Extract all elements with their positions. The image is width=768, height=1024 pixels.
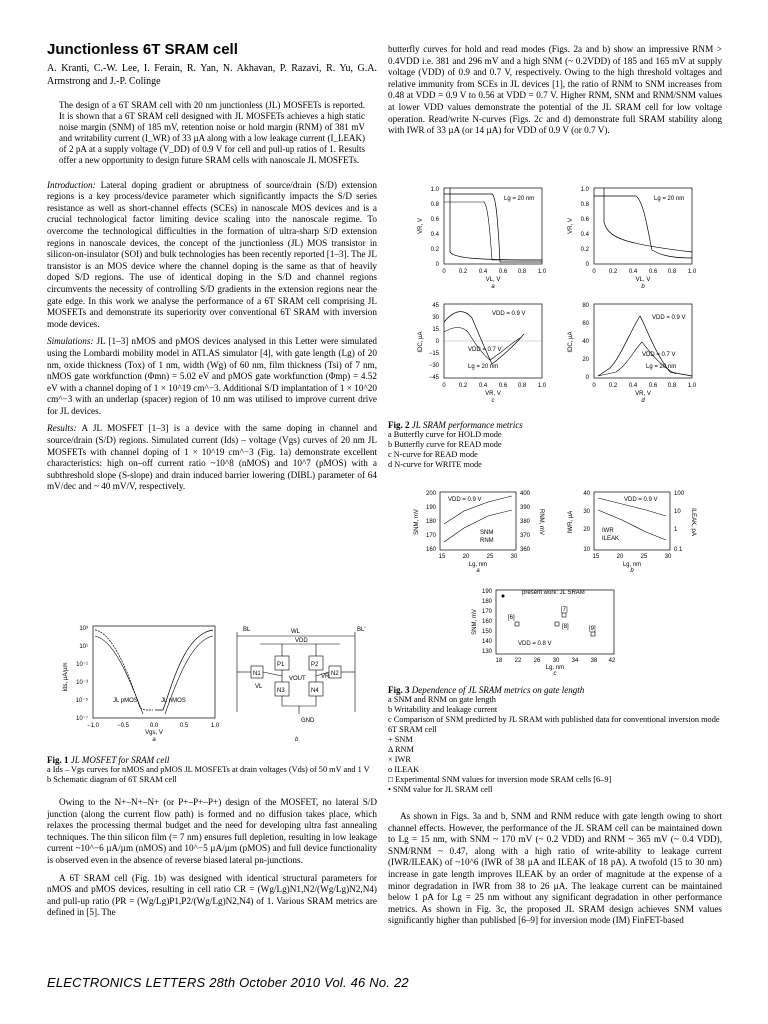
- fig2-caption-a: a Butterfly curve for HOLD mode: [388, 430, 502, 439]
- fig1b-schematic: [237, 627, 365, 742]
- svg-text:40: 40: [582, 339, 589, 345]
- fig1a-sublabel: a: [152, 737, 156, 742]
- svg-text:0.6: 0.6: [498, 383, 508, 389]
- svg-text:400: 400: [520, 491, 531, 497]
- fig1a-ytick: 10⁻¹: [76, 662, 88, 668]
- figure-3-graphics: [404, 486, 704, 676]
- fig2-caption-b: b Butterfly curve for READ mode: [388, 440, 502, 449]
- svg-text:30: 30: [552, 658, 560, 664]
- svg-text:0: 0: [585, 375, 589, 381]
- svg-text:SNM, mV: SNM, mV: [472, 609, 478, 635]
- fig2-caption-d: d N-curve for WRITE mode: [388, 460, 482, 469]
- svg-text:[8]: [8]: [562, 624, 569, 630]
- svg-text:0.2: 0.2: [608, 383, 618, 389]
- svg-text:10: 10: [674, 509, 681, 515]
- svg-text:0: 0: [435, 262, 439, 268]
- fig1a-xtick: 0.5: [179, 723, 189, 729]
- svg-text:180: 180: [425, 519, 436, 525]
- svg-text:VDD = 0.9 V: VDD = 0.9 V: [492, 311, 526, 317]
- svg-text:180: 180: [481, 599, 492, 605]
- svg-text:370: 370: [520, 533, 531, 539]
- svg-text:IDC, µA: IDC, µA: [568, 331, 574, 353]
- svg-text:1.0: 1.0: [430, 187, 439, 193]
- svg-text:160: 160: [425, 547, 436, 553]
- svg-text:0.4: 0.4: [628, 269, 638, 275]
- svg-text:d: d: [641, 398, 645, 404]
- authors: A. Kranti, C.-W. Lee, I. Ferain, R. Yan, N. Akhavan, P. Razavi, R. Yu, G.A. Armstrong and J.-P. Colinge: [47, 62, 377, 87]
- fig3a-plot: [414, 491, 544, 574]
- paragraph-owing: Owing to the N+–N+–N+ (or P+–P+–P+) design of the MOSFET, no lateral S/D junction (along the current flow path) is formed and no diffusion takes place, which relaxes the processing thermal budget and the need for developing ultra fast annealing techniques. The thin silicon film (= 7 nm) ensures full depletion, resulting in low leakage current ~10^−6 µA/µm (nMOS) and 10^−5 µA/µm (pMOS) and full device functionality is observed even in the absence of reverse biased lateral pn-junctions.: [47, 797, 377, 865]
- fig1-caption-b: b Schematic diagram of 6T SRAM cell: [47, 775, 177, 784]
- schem-vout-label: VOUT: [289, 676, 306, 682]
- svg-text:0: 0: [592, 269, 596, 275]
- svg-text:c: c: [491, 398, 495, 404]
- fig2c-plot: [418, 303, 547, 404]
- svg-text:20: 20: [616, 554, 624, 560]
- fig1a-legend-nmos: JL nMOS: [161, 698, 186, 704]
- svg-text:20: 20: [462, 554, 470, 560]
- svg-text:0.2: 0.2: [458, 269, 468, 275]
- svg-text:0: 0: [442, 383, 446, 389]
- svg-text:0: 0: [592, 383, 596, 389]
- schem-gnd-label: GND: [301, 718, 315, 724]
- svg-text:18: 18: [495, 658, 503, 664]
- schem-blbar-label: BL': [357, 627, 366, 633]
- svg-text:30: 30: [432, 315, 439, 321]
- svg-text:1.0: 1.0: [580, 187, 589, 193]
- svg-text:VDD = 0.9 V: VDD = 0.9 V: [448, 497, 482, 503]
- svg-text:0.8: 0.8: [430, 202, 439, 208]
- svg-text:ILEAK: ILEAK: [602, 536, 620, 542]
- svg-text:360: 360: [520, 547, 531, 553]
- svg-text:VR, V: VR, V: [485, 391, 501, 397]
- svg-text:170: 170: [425, 533, 436, 539]
- abstract: The design of a 6T SRAM cell with 20 nm junctionless (JL) MOSFETs is reported. It is shown that a 6T SRAM cell designed with JL MOSFETs achieves a high static noise margin (SNM) of 185 mV, retention noise or hold margin (RNM) of 381 mV and writability current (I_WR) of 33 µA along with a low leakage current (I_LEAK) of 2 pA at a supply voltage (V_DD) of 0.9 V for cell and pull-up ratios of 1. Results offer a new opportunity to design future SRAM cells with nanoscale JL MOSFETs.: [59, 99, 365, 165]
- svg-text:a: a: [491, 284, 495, 290]
- svg-text:100: 100: [674, 491, 685, 497]
- svg-text:VR, V: VR, V: [568, 218, 574, 234]
- svg-text:200: 200: [425, 491, 436, 497]
- paper-title: Junctionless 6T SRAM cell: [47, 41, 238, 58]
- fig3b-plot: [568, 491, 696, 574]
- svg-text:0.8: 0.8: [667, 383, 677, 389]
- fig1b-sublabel: b: [295, 737, 299, 742]
- svg-text:b: b: [630, 568, 634, 574]
- figure-3-caption: Fig. 3 Dependence of JL SRAM metrics on gate length a SNM and RNM on gate length b Writability and leakage current c Comparison of SNM predicted by JL SRAM with published data for conventional inversion mode 6T SRAM cell + SNM Δ RNM × IWR o ILEAK □ Experimental SNM values for inversion mode SRAM cells [6–9] • SNM value for JL SRAM cell: [388, 685, 720, 795]
- svg-text:22: 22: [514, 658, 522, 664]
- fig1a-ylabel: Ids, µA/µm: [63, 662, 69, 692]
- svg-text:IDC, µA: IDC, µA: [418, 331, 424, 353]
- svg-text:1.0: 1.0: [537, 383, 547, 389]
- svg-text:1: 1: [674, 527, 678, 533]
- results-paragraph: Results: A JL MOSFET [1–3] is a device with the same doping in channel and source/drain (S/D) regions. Simulated current (Ids) – voltage (Vgs) curves of 20 nm JL MOSFETs with channel doping of 1 × 10^19 cm^−3 (Fig. 1a) demonstrate excellent characteristics: high on–off current ratio ~10^8 (nMOS) and 10^7 (pMOS) with a subthreshold slope (S-slope) and drain induced barrier lowering (DIBL) parameter of 64 mV/dec and ~ 40 mV/V, respectively.: [47, 423, 377, 492]
- fig1a-legend-pmos: JL pMOS: [113, 698, 138, 704]
- svg-text:0.2: 0.2: [458, 383, 468, 389]
- svg-text:Lg, nm: Lg, nm: [622, 562, 642, 568]
- svg-text:25: 25: [486, 554, 494, 560]
- svg-text:40: 40: [583, 491, 590, 497]
- svg-text:0: 0: [435, 339, 439, 345]
- schem-vdd-label: VDD: [295, 638, 308, 644]
- svg-text:Lg = 20 nm: Lg = 20 nm: [504, 196, 535, 202]
- paragraph-6t-design: A 6T SRAM cell (Fig. 1b) was designed with identical structural parameters for nMOS and pMOS devices, resulting in cell ratio CR = (Wg/Lg)N1,N2/(Wg/Lg)N2,N4) and pull-up ratio (PR = (Wg/Lg)P1,P2/(Wg/Lg)N2,N4) of 1. Various SRAM metrics are defined in [5]. The: [47, 872, 377, 918]
- journal-footer: ELECTRONICS LETTERS 28th October 2010 Vol. 46 No. 22: [47, 975, 409, 990]
- svg-text:0.4: 0.4: [478, 269, 488, 275]
- svg-text:0.2: 0.2: [608, 269, 618, 275]
- svg-text:0.6: 0.6: [580, 217, 589, 223]
- svg-text:0.6: 0.6: [430, 217, 439, 223]
- schem-p1-label: P1: [277, 662, 285, 668]
- svg-text:VDD = 0.7 V: VDD = 0.7 V: [642, 352, 676, 358]
- paragraph-butterfly: butterfly curves for hold and read modes (Figs. 2a and b) show an impressive RNM > 0.4VDD i.e. 381 and 296 mV and a high SNM (~ 0.2VDD) of 185 and 165 mV at supply voltage (VDD) of 0.9 and 0.7 V, respectively. Owing to the high threshold voltages and relative immunity from SCEs in JL devices [1], the ratio of RNM to SNM increases from 0.48 at VDD = 0.9 V to 0.56 at VDD = 0.7 V. Higher RNM, SNM and RNM/SNM values at lower VDD values demonstrate the potential of the JL SRAM cell for low voltage operation. Read/write N-curves (Figs. 2c and d) demonstrate full SRAM stability along with IWR of 33 µA (or 14 µA) for VDD of 0.9 V (or 0.7 V).: [388, 44, 722, 136]
- svg-text:b: b: [641, 284, 645, 290]
- figure-1: [55, 622, 375, 742]
- svg-text:0.1: 0.1: [674, 547, 683, 553]
- svg-text:20: 20: [583, 527, 590, 533]
- svg-text:IWR, µA: IWR, µA: [568, 510, 574, 534]
- simulations-paragraph: Simulations: JL [1–3] nMOS and pMOS devices analysed in this Letter were simulated using the Lombardi mobility model in ATLAS simulator [4], with gate length (Lg) of 20 nm, oxide thickness (Tox) of 1 nm, width (Wg) of 60 nm, film thickness (Tsi) of 7 nm, nMOS gate workfunction (Φmn) = 5.02 eV and pMOS gate workfunction (Φmp) = 4.52 eV with a channel doping of 1 × 10^19 cm^−3. Additional S/D implantation of 1 × 10^20 cm^−3 with an underlap (spacer) region of 10 nm was utilised to improve current drive for JL devices.: [47, 336, 377, 416]
- svg-text:0.6: 0.6: [498, 269, 508, 275]
- svg-text:10: 10: [583, 547, 590, 553]
- svg-text:45: 45: [432, 303, 439, 309]
- svg-text:Lg, nm: Lg, nm: [468, 562, 488, 568]
- svg-text:Lg = 20 nm: Lg = 20 nm: [654, 196, 685, 202]
- figure-1-caption: [47, 755, 377, 785]
- fig1a-xtick: 1.0: [210, 723, 220, 729]
- svg-text:20: 20: [582, 357, 589, 363]
- fig1a-xtick: 0.0: [149, 723, 159, 729]
- schem-n2-label: N2: [331, 671, 339, 677]
- svg-text:RNM, mV: RNM, mV: [538, 509, 544, 535]
- fig1a-xtick: −1.0: [87, 723, 99, 729]
- svg-text:0.4: 0.4: [430, 232, 439, 238]
- figure-2: [404, 182, 704, 414]
- svg-text:38: 38: [590, 658, 598, 664]
- svg-text:0.4: 0.4: [580, 232, 589, 238]
- svg-text:Lg = 20 nm: Lg = 20 nm: [646, 364, 677, 370]
- svg-text:[9]: [9]: [589, 626, 596, 632]
- svg-text:0.2: 0.2: [430, 247, 439, 253]
- svg-text:SNM: SNM: [480, 530, 494, 536]
- figure-2-caption: Fig. 2 JL SRAM performance metrics a Butterfly curve for HOLD mode b Butterfly curve for READ mode c N-curve for READ mode d N-curve for WRITE mode: [388, 420, 722, 470]
- svg-text:15: 15: [592, 554, 600, 560]
- svg-text:−30: −30: [428, 363, 439, 369]
- svg-text:RNM: RNM: [480, 538, 494, 544]
- svg-text:a: a: [476, 568, 480, 574]
- svg-text:0.8: 0.8: [667, 269, 677, 275]
- svg-text:ILEAK, pA: ILEAK, pA: [690, 508, 696, 536]
- svg-text:390: 390: [520, 505, 531, 511]
- svg-text:SNM, mV: SNM, mV: [414, 509, 420, 535]
- svg-text:140: 140: [481, 639, 492, 645]
- svg-text:[6]: [6]: [508, 615, 515, 621]
- fig2b-plot: [568, 187, 697, 290]
- schem-vr-label: VR: [321, 674, 330, 680]
- fig1-caption-a: a Ids – Vgs curves for nMOS and pMOS JL MOSFETs at drain voltages (Vds) of 50 mV and 1 V: [47, 765, 370, 774]
- svg-text:0.6: 0.6: [648, 383, 658, 389]
- fig1a-xlabel: Vgs, V: [145, 730, 163, 736]
- svg-text:0: 0: [442, 269, 446, 275]
- figure-2-graphics: [404, 182, 704, 414]
- fig1-label: Fig. 1: [47, 755, 69, 765]
- schem-n3-label: N3: [277, 688, 285, 694]
- svg-text:1.0: 1.0: [687, 383, 697, 389]
- svg-text:0.2: 0.2: [580, 247, 589, 253]
- fig1a-xtick: −0.5: [117, 723, 129, 729]
- svg-text:160: 160: [481, 619, 492, 625]
- svg-text:34: 34: [571, 658, 579, 664]
- svg-text:80: 80: [582, 303, 589, 309]
- svg-text:c: c: [553, 671, 557, 676]
- right-column-top: [388, 44, 722, 143]
- svg-text:Lg = 20 nm: Lg = 20 nm: [468, 364, 499, 370]
- svg-text:−45: −45: [428, 375, 439, 381]
- svg-text:170: 170: [481, 609, 492, 615]
- svg-text:60: 60: [582, 321, 589, 327]
- svg-text:0.4: 0.4: [478, 383, 488, 389]
- fig2-caption-c: c N-curve for READ mode: [388, 450, 478, 459]
- intro-paragraph: Introduction: Lateral doping gradient or abruptness of source/drain (S/D) extension regions is a key process/device parameter which significantly impacts the S/D series resistance as well as short-channel effects (SCEs) in nanoscale MOS devices and is a crucial technological factor limiting device scaling into the nanoscale regime. To overcome the technological difficulties in the formation of ultra-sharp S/D extension regions in nanoscale devices, the concept of the junctionless (JL) MOS transistor in silicon-on-insulator (SOI) and bulk technologies has been recently reported [1–3]. The JL transistor is an MOS device where the channel doping is the same as that of heavily doped S/D regions. The use of identical doping in the S/D and channel regions circumvents the necessity of controlling S/D gradients in the extension regions near the gate edge. In this work we analyse the performance of a 6T SRAM cell comprising JL MOSFETs and demonstrate its superiority over conventional 6T SRAM with inversion mode devices.: [47, 179, 377, 329]
- schem-wl-label: WL: [291, 629, 300, 635]
- svg-text:1.0: 1.0: [687, 269, 697, 275]
- svg-text:30: 30: [664, 554, 672, 560]
- svg-text:VDD = 0.8 V: VDD = 0.8 V: [518, 641, 552, 647]
- svg-text:−15: −15: [428, 351, 439, 357]
- figure-3: [404, 486, 704, 676]
- svg-text:VL, V: VL, V: [485, 277, 501, 283]
- fig1a-ytick: 10³: [79, 626, 88, 632]
- svg-text:1.0: 1.0: [537, 269, 547, 275]
- svg-text:130: 130: [481, 649, 492, 655]
- svg-text:15: 15: [438, 554, 446, 560]
- svg-text:0.8: 0.8: [517, 383, 527, 389]
- svg-text:190: 190: [425, 505, 436, 511]
- svg-text:0.8: 0.8: [580, 202, 589, 208]
- fig2d-plot: [568, 303, 697, 404]
- svg-text:[7]: [7]: [561, 607, 568, 613]
- svg-text:VDD = 0.9 V: VDD = 0.9 V: [624, 497, 658, 503]
- fig1a-ytick: 10⁻⁵: [75, 698, 88, 704]
- svg-text:0.8: 0.8: [517, 269, 527, 275]
- fig3c-plot: [472, 589, 616, 676]
- right-column-bottom: [388, 811, 722, 933]
- svg-text:VL, V: VL, V: [635, 277, 651, 283]
- svg-text:VDD = 0.7 V: VDD = 0.7 V: [468, 347, 502, 353]
- svg-text:30: 30: [583, 509, 590, 515]
- schem-p2-label: P2: [311, 662, 319, 668]
- paragraph-gate-length: As shown in Figs. 3a and b, SNM and RNM reduce with gate length owing to short channel effects. However, the performance of the JL SRAM cell can be maintained down to Lg = 15 nm, with SNM ~ 170 mV (~ 0.2 VDD) and RNM ~ 365 mV (~ 0.4 VDD), SNM/RNM ~ 0.47, along with a high ratio of write-ability to leakage current (IWR/ILEAK) of ~10^6 (IWR of 38 µA and ILEAK of 18 pA). A twofold (15 to 30 nm) increase in gate length improves ILEAK by an order of magnitude at the expense of a minor degradation in IWR from 38 to 26 µA. The leakage current can be maintained below 1 pA for Lg = 25 nm without any significant degradation in other performance metrics. As shown in Fig. 3c, the proposed JL SRAM design achieves SNM values significantly higher than published [6–9] for inversion mode (IM) FinFET-based: [388, 811, 722, 926]
- schem-vl-label: VL: [255, 684, 263, 690]
- svg-text:VR, V: VR, V: [418, 218, 424, 234]
- svg-text:190: 190: [481, 589, 492, 595]
- svg-text:0.6: 0.6: [648, 269, 658, 275]
- figure-1-graphics: [55, 622, 375, 742]
- svg-text:0.4: 0.4: [628, 383, 638, 389]
- svg-text:380: 380: [520, 519, 531, 525]
- svg-text:IWR: IWR: [602, 528, 614, 534]
- fig2a-plot: [418, 187, 547, 290]
- svg-text:VDD = 0.9 V: VDD = 0.9 V: [652, 315, 686, 321]
- left-column-bottom: [47, 797, 377, 925]
- svg-text:Lg, nm: Lg, nm: [545, 665, 565, 671]
- schem-n1-label: N1: [253, 671, 261, 677]
- fig1a-ytick: 10¹: [79, 644, 88, 650]
- svg-text:0: 0: [585, 262, 589, 268]
- svg-text:VR, V: VR, V: [635, 391, 651, 397]
- svg-text:42: 42: [608, 658, 616, 664]
- svg-text:present work: JL SRAM: present work: JL SRAM: [522, 590, 585, 596]
- svg-text:15: 15: [432, 327, 439, 333]
- fig1a-plot: [63, 626, 220, 742]
- fig1-title: JL MOSFET for SRAM cell: [70, 755, 170, 765]
- svg-text:150: 150: [481, 629, 492, 635]
- svg-text:25: 25: [640, 554, 648, 560]
- schem-bl-label: BL: [243, 627, 251, 633]
- fig1a-ytick: 10⁻³: [76, 680, 88, 686]
- svg-text:30: 30: [510, 554, 518, 560]
- fig1a-ytick: 10⁻⁷: [75, 716, 88, 722]
- left-column: [47, 41, 377, 499]
- svg-text:26: 26: [533, 658, 541, 664]
- schem-n4-label: N4: [311, 688, 319, 694]
